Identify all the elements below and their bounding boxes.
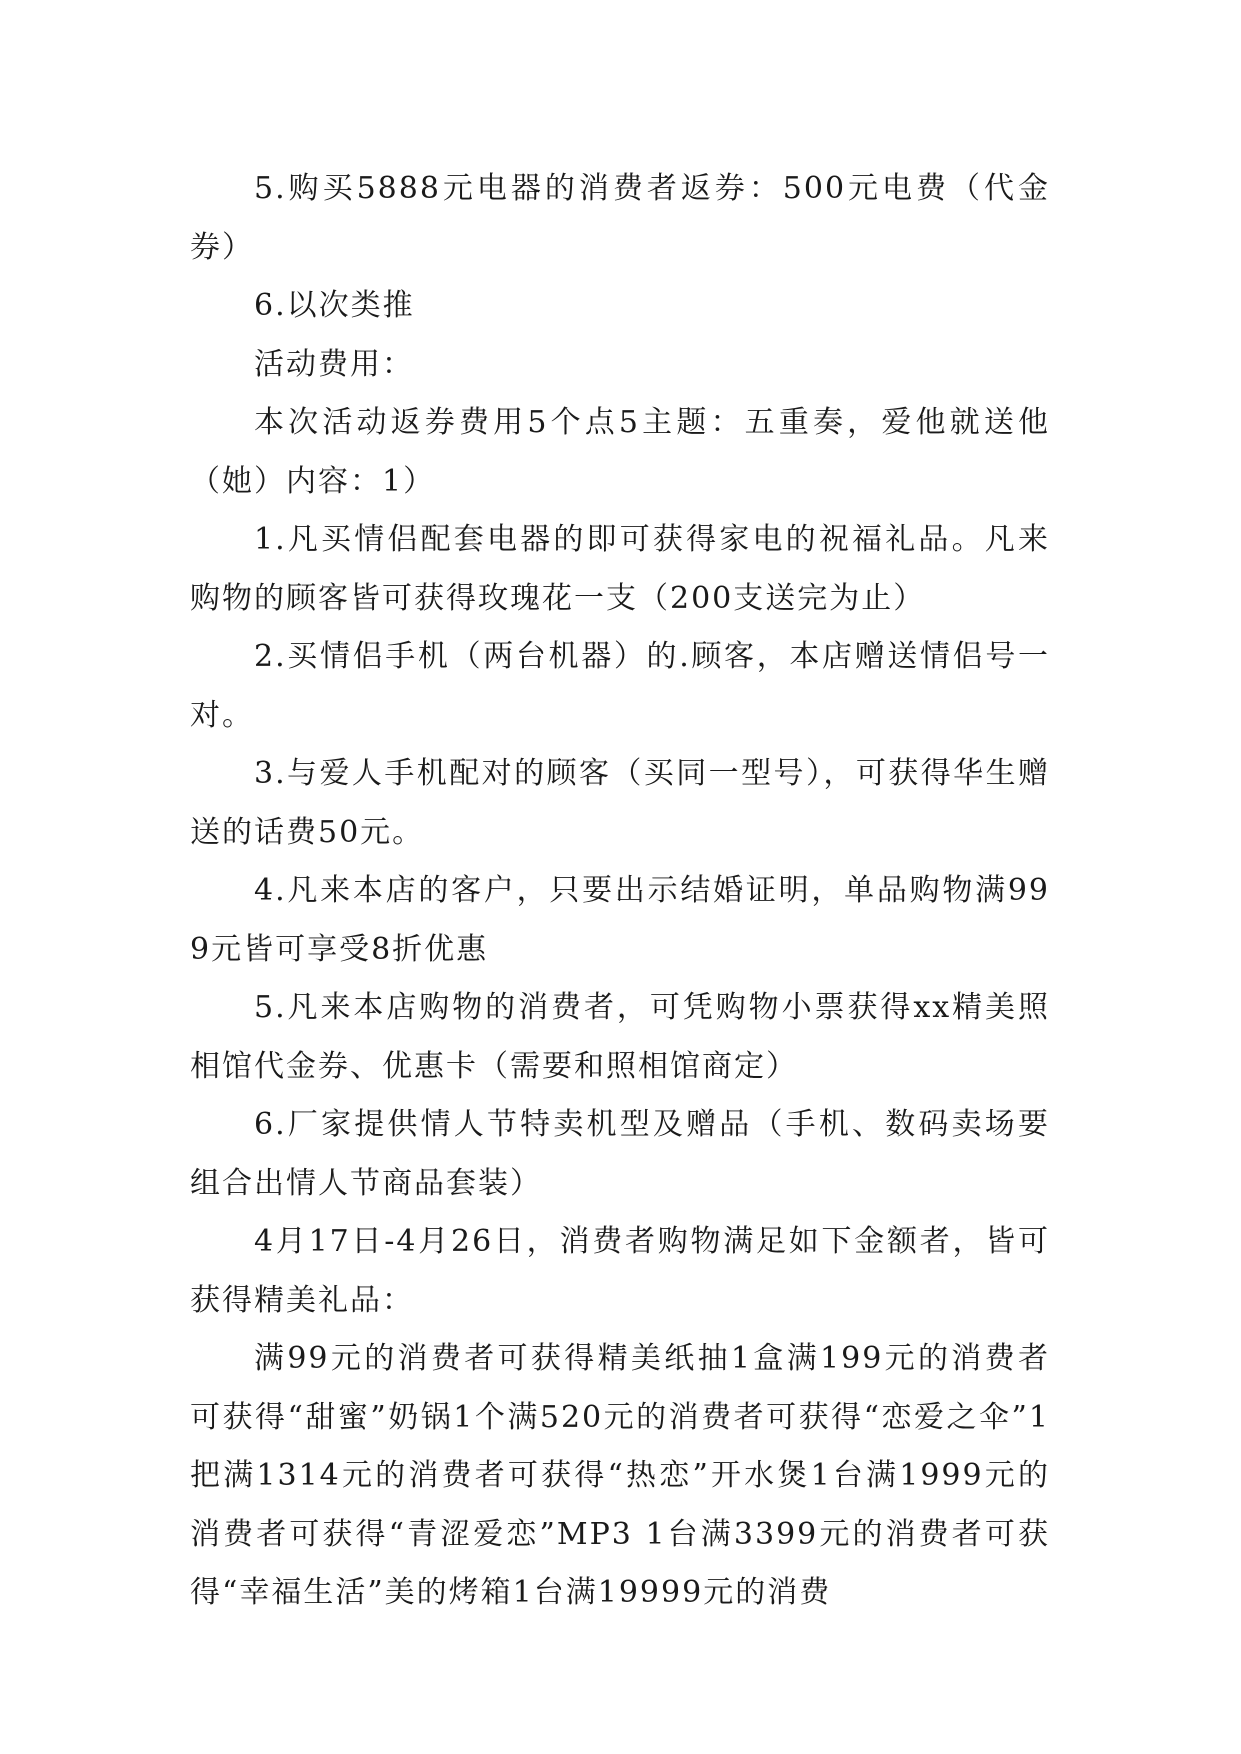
paragraph-item-5: 5.凡来本店购物的消费者，可凭购物小票获得xx精美照相馆代金券、优惠卡（需要和照相馆商定） [190,990,1050,1084]
paragraph-voucher-5888: 5.购买5888元电器的消费者返券：500元电费（代金券） [190,171,1050,265]
paragraph-gift-tiers: 满99元的消费者可获得精美纸抽1盒满199元的消费者可获得“甜蜜”奶锅1个满520元的消费者可获得“恋爱之伞”1把满1314元的消费者可获得“热恋”开水煲1台满1999元的消费者可获得“青涩爱恋”MP3 1台满3399元的消费者可获得“幸福生活”美的烤箱1台满19999元的消费 [190,1341,1050,1610]
paragraph-item-1: 1.凡买情侣配套电器的即可获得家电的祝福礼品。凡来购物的顾客皆可获得玫瑰花一支（200支送完为止） [190,522,1050,616]
paragraph-and-so-on: 6.以次类推 [254,288,415,323]
paragraph-date-range: 4月17日-4月26日，消费者购物满足如下金额者，皆可获得精美礼品： [190,1224,1050,1318]
paragraph-item-3: 3.与爱人手机配对的顾客（买同一型号），可获得华生赠送的话费50元。 [190,756,1050,850]
document-body [190,160,1050,1623]
paragraph-item-2: 2.买情侣手机（两台机器）的.顾客，本店赠送情侣号一对。 [190,639,1050,733]
paragraph-item-6: 6.厂家提供情人节特卖机型及赠品（手机、数码卖场要组合出情人节商品套装） [190,1107,1050,1201]
paragraph-cost-theme: 本次活动返券费用5个点5主题：五重奏，爱他就送他（她）内容：1） [190,405,1050,499]
heading-activity-cost: 活动费用： [254,346,414,382]
paragraph-item-4: 4.凡来本店的客户，只要出示结婚证明，单品购物满999元皆可享受8折优惠 [190,873,1050,967]
